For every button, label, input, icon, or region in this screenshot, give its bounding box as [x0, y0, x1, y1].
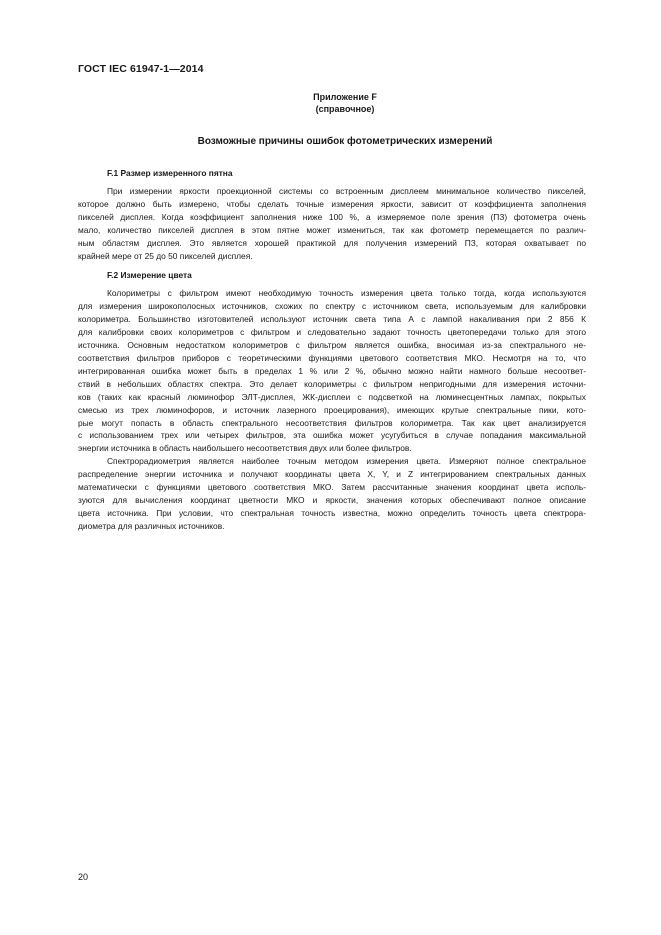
paragraph-line: источника. Основным недостатком колориметров с фильтром является ошибка, вносимая из-за спектрального не-	[78, 340, 586, 351]
standard-header: ГОСТ IEC 61947-1—2014	[78, 63, 204, 75]
paragraph-line: колориметра. Большинство изготовителей используют источник света типа А с лампой накаливания при 2 856 К	[78, 314, 586, 325]
paragraph-line: смесью из трех люминофоров, и источник лазерного проецирования), имеющих крутые спектральные пики, кото-	[78, 404, 586, 415]
paragraph-line: Колориметры с фильтром имеют необходимую точность измерения цвета только тогда, когда используются	[107, 288, 586, 299]
paragraph-line: для измерения широкополосных источников, схожих по спектру с источником света, используемым для калибровки	[78, 301, 586, 312]
paragraph-line: ным областям дисплея. Это является хорошей практикой для получения измерений ПЗ, которая охватывает по	[78, 237, 586, 248]
paragraph-line: При измерении яркости проекционной системы со встроенным дисплеем минимальное количество пикселей,	[107, 186, 586, 196]
paragraph-line: Спектрорадиометрия является наиболее точным методом измерения цвета. Измеряют полное спектральное	[107, 456, 586, 467]
document-title: Возможные причины ошибок фотометрических измерений	[197, 136, 493, 147]
paragraph-line: пикселей дисплея. Когда коэффициент заполнения ниже 100 %, а измеряемое поле зрения (ПЗ) фотометра очень	[78, 211, 586, 222]
annex-label: Приложение F	[313, 92, 377, 102]
paragraph	[78, 287, 586, 455]
section-heading: F.1 Размер измеренного пятна	[107, 168, 233, 178]
page-number: 20	[78, 872, 89, 882]
paragraph-line: ствий в небольших областях спектра. Это делает колориметры с фильтром непригодными для измерения источни-	[78, 378, 586, 389]
section-heading: F.2 Измерение цвета	[107, 270, 192, 281]
paragraph	[78, 455, 586, 532]
paragraph-line: с использованием трех или четырех фильтров, эта ошибка может усугубиться в случае попадания максимальной	[78, 430, 586, 441]
annex-heading	[0, 91, 661, 115]
paragraph-line: энергии источника в область наибольшего несоответствия двух или более фильтров.	[78, 443, 412, 454]
paragraph	[78, 185, 586, 262]
paragraph-line: мало, количество пикселей дисплея в этом пятне может измениться, так как фотометр перемещается по различ-	[78, 224, 586, 235]
paragraph-line: ков (таких как красный люминофор ЭЛТ-дисплея, ЖК-дисплеи с подсветкой на люминесцентных лампах, покрытых	[78, 391, 586, 402]
paragraph-line: диометра для различных источников.	[78, 520, 225, 531]
paragraph-line: соответствия фильтров приборов с теоретическими функциями цветового соответствия МКО. Несмотря на то, что	[78, 352, 586, 363]
paragraph-line: цвета источника. При условии, что спектральная точность известна, можно определить точность цвета спектрора-	[78, 507, 586, 518]
paragraph-line: зуются для вычисления координат цветности МКО и яркости, значения которых обеспечивают полное описание	[78, 494, 586, 505]
paragraph-line: для калибровки своих колориметров с фильтром и следовательно задают точность цветопередачи только для этого	[78, 327, 586, 338]
paragraph-line: распределение энергии источника и получают координаты цвета X, Y, и Z интегрированием спектральных данных	[78, 469, 586, 480]
paragraph-line: рые могут попасть в область спектрального несоответствия фильтров колориметра. Так как цвет анализируется	[78, 417, 586, 428]
paragraph-line: интегрированная ошибка может быть в пределах 1 % или 2 %, обычно можно найти намного больше несоответ-	[78, 365, 586, 376]
paragraph-line: математически с функциями цветового соответствия МКО. Затем рассчитанные значения координат цвета исполь-	[78, 482, 586, 493]
paragraph-line: которое должно быть измерено, чтобы сделать точные измерения яркости, зависит от коэффициента заполнения	[78, 198, 586, 209]
annex-type: (справочное)	[315, 104, 375, 114]
paragraph-line: крайней мере от 25 до 50 пикселей дисплея.	[78, 250, 253, 261]
document-body	[78, 166, 586, 533]
